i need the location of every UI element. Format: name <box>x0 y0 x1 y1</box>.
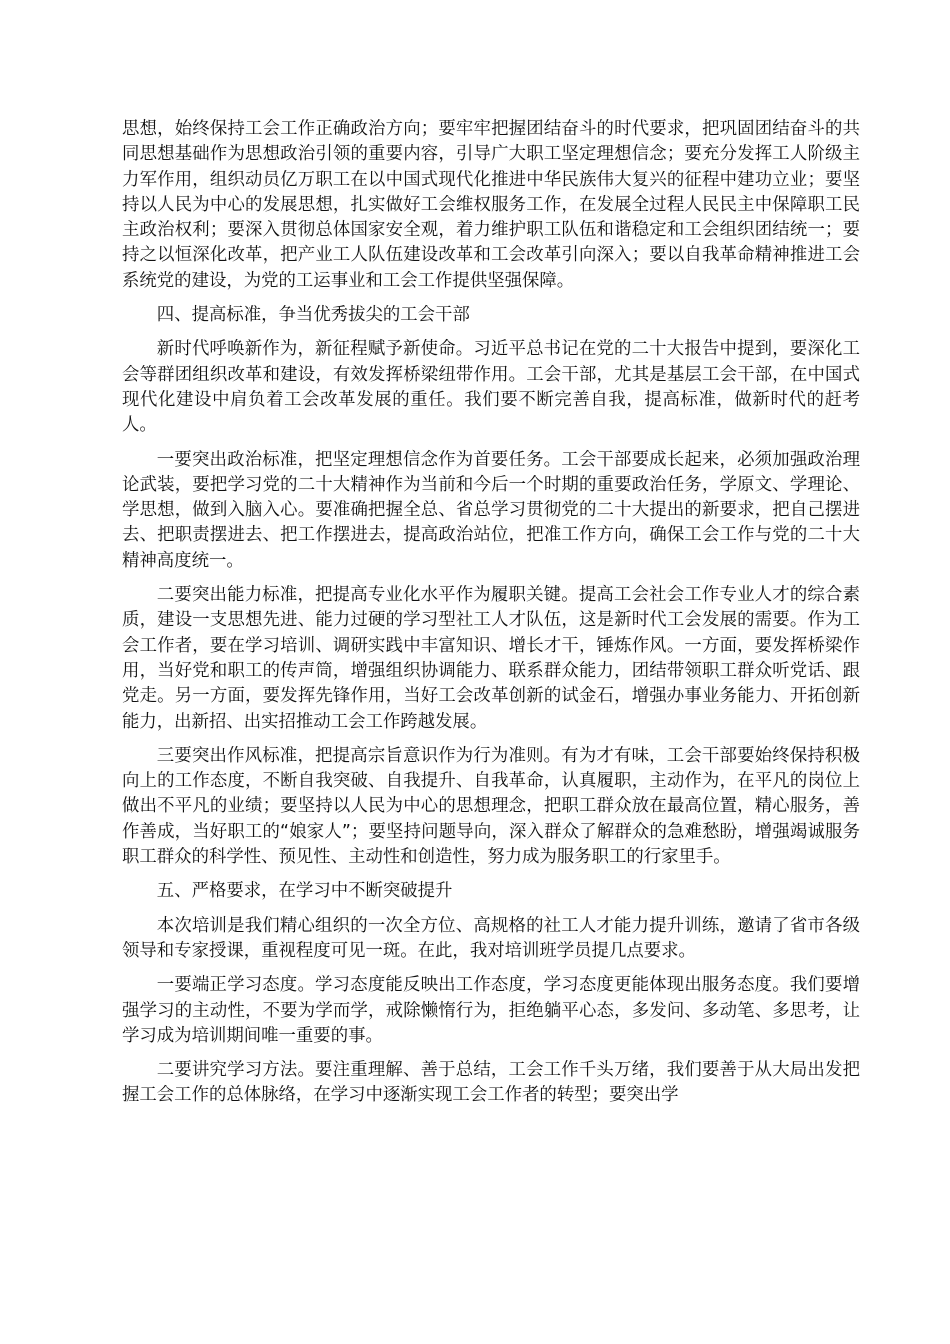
paragraph-new-era: 新时代呼唤新作为，新征程赋予新使命。习近平总书记在党的二十大报告中提到，要深化工会等群团组织改革和建设，有效发挥桥梁纽带作用。工会干部，尤其是基层工会干部，在中国式现代化建设中肩负着工会改革发展的重任。我们要不断完善自我，提高标准，做新时代的赶考人。 <box>122 339 860 436</box>
paragraph-learning-method: 二要讲究学习方法。要注重理解、善于总结，工会工作千头万绪，我们要善于从大局出发把握工会工作的总体脉络，在学习中逐渐实现工会工作者的转型；要突出学 <box>122 1060 860 1106</box>
paragraph-continuation: 思想，始终保持工会工作正确政治方向；要牢牢把握团结奋斗的时代要求，把巩固团结奋斗的共同思想基础作为思想政治引领的重要内容，引导广大职工坚定理想信念；要充分发挥工人阶级主力军作用，组织动员亿万职工在以中国式现代化推进中华民族伟大复兴的征程中建功立业；要坚持以人民为中心的发展思想，扎实做好工会维权服务工作，在发展全过程人民民主中保障职工民主政治权利；要深入贯彻总体国家安全观，着力维护职工队伍和谐稳定和工会组织团结统一；要持之以恒深化改革，把产业工人队伍建设改革和工会改革引向深入；要以自我革命精神推进工会系统党的建设，为党的工运事业和工会工作提供坚强保障。 <box>122 119 860 291</box>
paragraph-training-intro: 本次培训是我们精心组织的一次全方位、高规格的社工人才能力提升训练，邀请了省市各级领导和专家授课，重视程度可见一斑。在此，我对培训班学员提几点要求。 <box>122 915 860 961</box>
section-heading-five: 五、严格要求，在学习中不断突破提升 <box>156 881 453 902</box>
paragraph-learning-attitude: 一要端正学习态度。学习态度能反映出工作态度，学习态度更能体现出服务态度。我们要增强学习的主动性，不要为学而学，戒除懒惰行为，拒绝躺平心态，多发问、多动笔、多思考，让学习成为培训期间唯一重要的事。 <box>122 975 860 1046</box>
paragraph-political-standard: 一要突出政治标准，把坚定理想信念作为首要任务。工会干部要成长起来，必须加强政治理论武装，要把学习党的二十大精神作为当前和今后一个时期的重要政治任务，学原文、学理论、学思想，做到入脑入心。要准确把握全总、省总学习贯彻党的二十大提出的新要求，把自己摆进去、把职责摆进去、把工作摆进去，提高政治站位，把准工作方向，确保工会工作与党的二十大精神高度统一。 <box>122 449 860 571</box>
section-heading-four: 四、提高标准，争当优秀拔尖的工会干部 <box>156 305 470 326</box>
paragraph-ability-standard: 二要突出能力标准，把提高专业化水平作为履职关键。提高工会社会工作专业人才的综合素质，建设一支思想先进、能力过硬的学习型社工人才队伍，这是新时代工会发展的需要。作为工会工作者，要在学习培训、调研实践中丰富知识、增长才干，锤炼作风。一方面，要发挥桥梁作用，当好党和职工的传声筒，增强组织协调能力、联系群众能力，团结带领职工群众听党话、跟党走。另一方面，要发挥先锋作用，当好工会改革创新的试金石，增强办事业务能力、开拓创新能力，出新招、出实招推动工会工作跨越发展。 <box>122 585 860 732</box>
paragraph-style-standard: 三要突出作风标准，把提高宗旨意识作为行为准则。有为才有味，工会干部要始终保持积极向上的工作态度，不断自我突破、自我提升、自我革命，认真履职，主动作为，在平凡的岗位上做出不平凡的业绩；要坚持以人民为中心的思想理念，把职工群众放在最高位置，精心服务，善作善成，当好职工的“娘家人”；要坚持问题导向，深入群众了解群众的急难愁盼，增强竭诚服务职工群众的科学性、预见性、主动性和创造性，努力成为服务职工的行家里手。 <box>122 745 860 868</box>
document-page <box>122 117 860 1109</box>
